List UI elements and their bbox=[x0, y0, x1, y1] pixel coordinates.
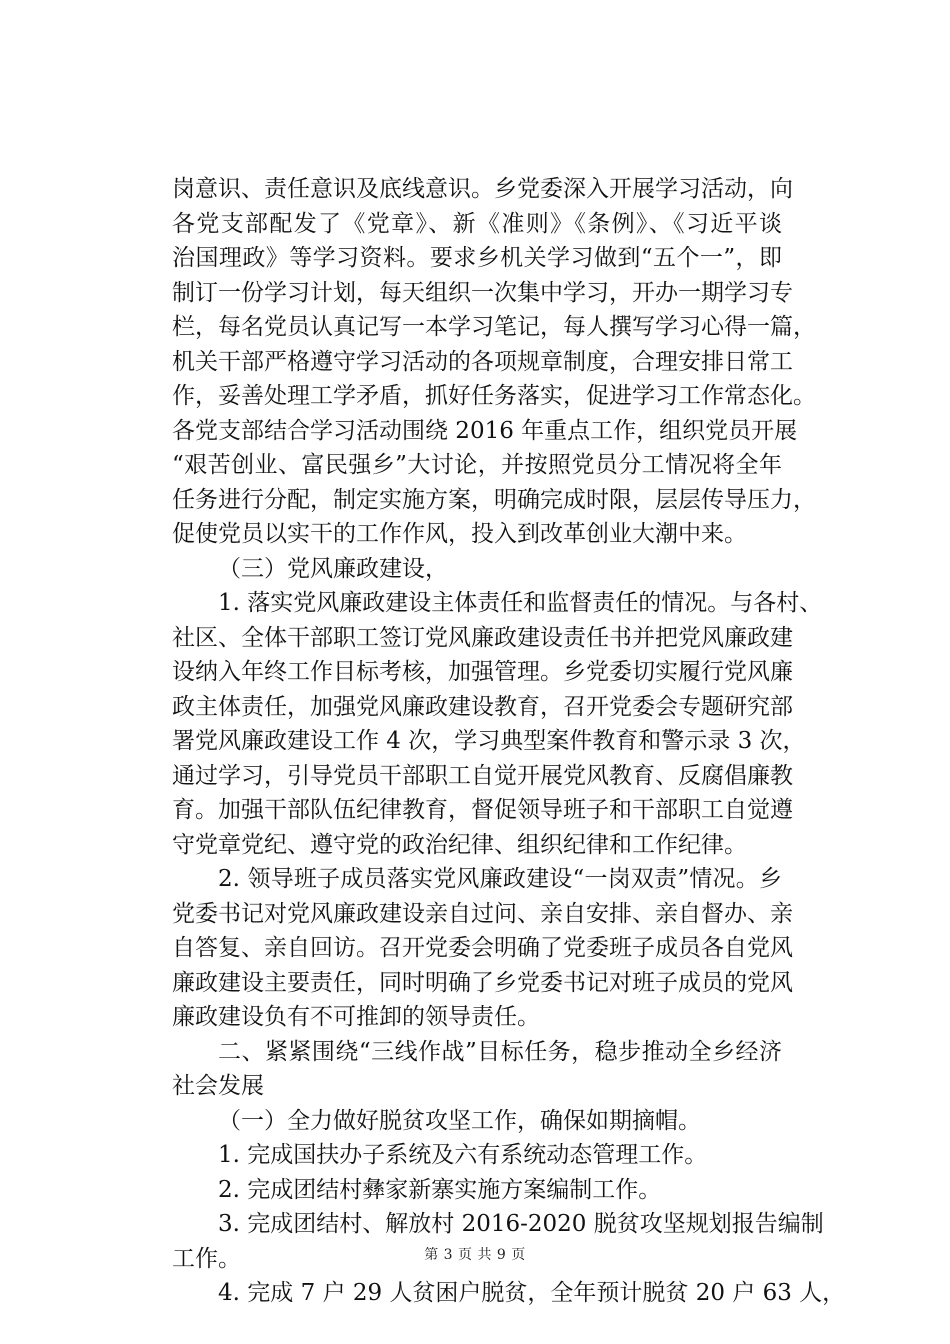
text-line: 廉政建设主要责任，同时明确了乡党委书记对班子成员的党风 bbox=[172, 969, 793, 996]
text-line: 社会发展 bbox=[172, 1073, 264, 1099]
text-line: 制订一份学习计划，每天组织一次集中学习，开办一期学习专 bbox=[172, 279, 793, 306]
text-line: 2. 领导班子成员落实党风廉政建设“一岗双责”情况。乡 bbox=[218, 866, 782, 892]
text-line: 4. 完成 7 户 29 人贫困户脱贫，全年预计脱贫 20 户 63 人， bbox=[218, 1280, 846, 1306]
text-line: 二、紧紧围绕“三线作战”目标任务，稳步推动全乡经济 bbox=[218, 1038, 782, 1065]
text-line: 党委书记对党风廉政建设亲自过问、亲自安排、亲自督办、亲 bbox=[172, 900, 793, 927]
text-line: 署党风廉政建设工作 4 次，学习典型案件教育和警示录 3 次， bbox=[172, 728, 806, 754]
text-line: 2. 完成团结村彝家新寨实施方案编制工作。 bbox=[218, 1176, 662, 1203]
text-line: 1. 落实党风廉政建设主体责任和监督责任的情况。与各村、 bbox=[218, 590, 823, 616]
text-line: 工作。 bbox=[172, 1245, 241, 1272]
text-line: 作，妥善处理工学矛盾，抓好任务落实，促进学习工作常态化。 bbox=[172, 383, 816, 409]
text-line: 治国理政》等学习资料。要求乡机关学习做到“五个一”，即 bbox=[172, 245, 782, 271]
text-line: 栏，每名党员认真记写一本学习笔记，每人撰写学习心得一篇， bbox=[172, 314, 816, 340]
text-line: 各党支部配发了《党章》、新《准则》《条例》、《习近平谈 bbox=[172, 210, 782, 237]
text-line: 社区、全体干部职工签订党风廉政建设责任书并把党风廉政建 bbox=[172, 624, 793, 651]
text-line: 自答复、亲自回访。召开党委会明确了党委班子成员各自党风 bbox=[172, 935, 793, 961]
text-line: （三）党风廉政建设， bbox=[218, 555, 448, 582]
text-line: 任务进行分配，制定实施方案，明确完成时限，层层传导压力， bbox=[172, 486, 816, 513]
text-line: 政主体责任，加强党风廉政建设教育，召开党委会专题研究部 bbox=[172, 693, 793, 720]
text-line: 各党支部结合学习活动围绕 2016 年重点工作，组织党员开展 bbox=[172, 417, 798, 444]
text-line: 岗意识、责任意识及底线意识。乡党委深入开展学习活动，向 bbox=[172, 176, 793, 202]
text-line: 通过学习，引导党员干部职工自觉开展党风教育、反腐倡廉教 bbox=[172, 762, 793, 789]
text-line: 守党章党纪、遵守党的政治纪律、组织纪律和工作纪律。 bbox=[172, 831, 747, 858]
text-line: （一）全力做好脱贫攻坚工作，确保如期摘帽。 bbox=[218, 1107, 701, 1134]
text-line: “艰苦创业、富民强乡”大讨论，并按照党员分工情况将全年 bbox=[172, 452, 782, 478]
text-line: 3. 完成团结村、解放村 2016-2020 脱贫攻坚规划报告编制 bbox=[218, 1211, 824, 1237]
document-body bbox=[172, 172, 846, 1311]
page-footer: 第 3 页 共 9 页 bbox=[424, 1247, 526, 1263]
text-line: 1. 完成国扶办子系统及六有系统动态管理工作。 bbox=[218, 1142, 708, 1168]
text-line: 育。加强干部队伍纪律教育，督促领导班子和干部职工自觉遵 bbox=[172, 797, 793, 823]
text-line: 廉政建设负有不可推卸的领导责任。 bbox=[172, 1004, 540, 1030]
text-line: 机关干部严格遵守学习活动的各项规章制度，合理安排日常工 bbox=[172, 348, 793, 375]
text-line: 促使党员以实干的工作作风，投入到改革创业大潮中来。 bbox=[172, 521, 747, 547]
text-line: 设纳入年终工作目标考核，加强管理。乡党委切实履行党风廉 bbox=[172, 659, 793, 685]
